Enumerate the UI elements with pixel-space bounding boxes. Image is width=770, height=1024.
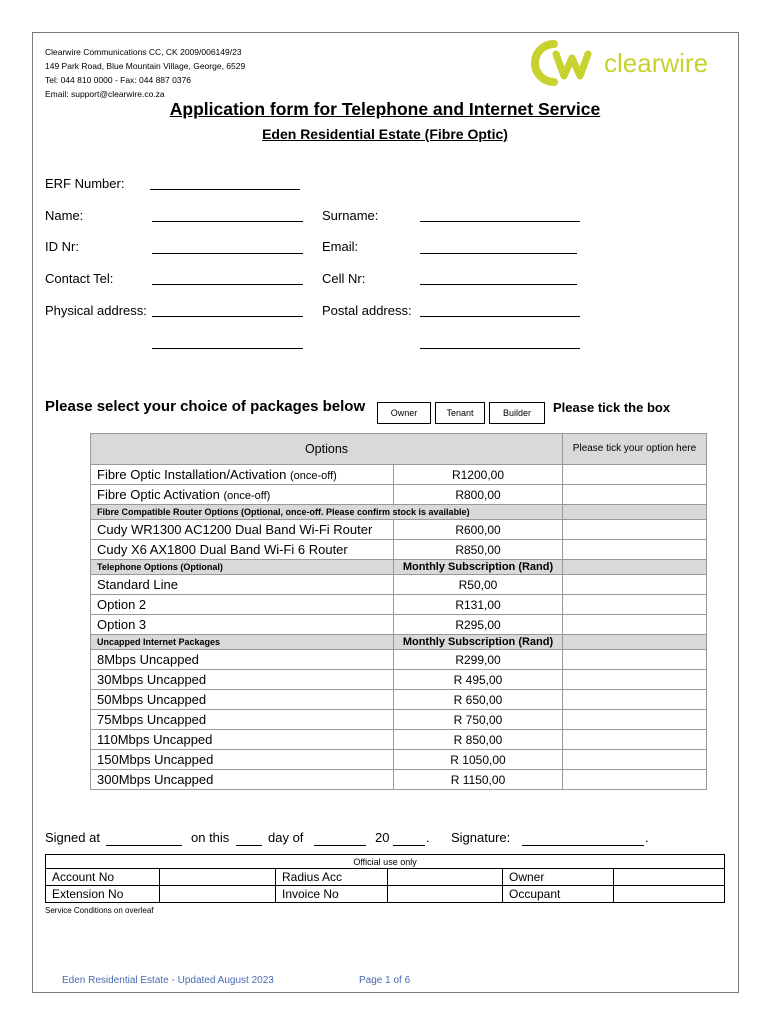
option-price: R295,00 — [394, 615, 563, 635]
option-label: 50Mbps Uncapped — [91, 690, 394, 710]
table-row — [91, 595, 707, 615]
erf-field[interactable] — [150, 189, 300, 190]
owner-label: Owner — [503, 869, 614, 886]
page-number: Page 1 of 6 — [359, 975, 411, 986]
account-no-label: Account No — [46, 869, 160, 886]
option-price: R 1050,00 — [394, 750, 563, 770]
extension-no-label: Extension No — [46, 886, 160, 903]
tick-cell[interactable] — [563, 540, 707, 560]
tick-cell[interactable] — [563, 485, 707, 505]
invoice-no-label: Invoice No — [276, 886, 388, 903]
option-price: R299,00 — [394, 650, 563, 670]
telephone-section-row — [91, 560, 707, 575]
cell-field[interactable] — [420, 284, 577, 285]
table-row — [91, 770, 707, 790]
internet-section-heading: Uncapped Internet Packages — [91, 635, 394, 650]
clearwire-logo — [524, 38, 724, 88]
name-label: Name: — [45, 208, 84, 223]
contact-label: Contact Tel: — [45, 271, 114, 286]
tick-cell[interactable] — [563, 465, 707, 485]
email-field[interactable] — [420, 253, 577, 254]
table-row — [91, 690, 707, 710]
official-use-header: Official use only — [46, 855, 725, 869]
option-label: 110Mbps Uncapped — [91, 730, 394, 750]
table-row — [46, 886, 725, 903]
monthly-subscription-heading: Monthly Subscription (Rand) — [394, 560, 563, 575]
name-field[interactable] — [152, 221, 303, 222]
signature-label: Signature: — [451, 830, 511, 845]
logo-text: clearwire — [604, 48, 709, 78]
surname-field[interactable] — [420, 221, 580, 222]
tick-box-heading: Please tick the box — [553, 400, 671, 415]
tick-cell[interactable] — [563, 730, 707, 750]
option-price: R 750,00 — [394, 710, 563, 730]
owner-box[interactable]: Owner — [377, 402, 431, 424]
table-row — [46, 869, 725, 886]
builder-box[interactable]: Builder — [489, 402, 545, 424]
signed-at-field[interactable] — [106, 845, 182, 846]
telephone-section-heading: Telephone Options (Optional) — [91, 560, 394, 575]
official-use-table — [45, 854, 725, 903]
option-label: Fibre Optic Installation/Activation (once-off) — [91, 465, 394, 485]
option-label: Cudy X6 AX1800 Dual Band Wi-Fi 6 Router — [91, 540, 394, 560]
day-field[interactable] — [236, 845, 262, 846]
company-address: 149 Park Road, Blue Mountain Village, George, 6529 — [45, 61, 246, 71]
month-field[interactable] — [314, 845, 366, 846]
options-header: Options — [91, 434, 563, 465]
tick-cell[interactable] — [563, 670, 707, 690]
year-prefix: 20 — [375, 830, 390, 845]
year-dot: . — [426, 830, 430, 845]
tenant-box[interactable]: Tenant — [435, 402, 485, 424]
company-details — [45, 45, 245, 101]
tick-cell[interactable] — [563, 595, 707, 615]
tick-cell[interactable] — [563, 575, 707, 595]
extension-no-field[interactable] — [160, 886, 276, 903]
postal-address-field-2[interactable] — [420, 348, 580, 349]
table-row — [91, 520, 707, 540]
radius-acc-label: Radius Acc — [276, 869, 388, 886]
day-of-label: day of — [268, 830, 304, 845]
service-conditions-note: Service Conditions on overleaf — [45, 906, 154, 915]
year-field[interactable] — [393, 845, 425, 846]
option-label: Standard Line — [91, 575, 394, 595]
invoice-no-field[interactable] — [388, 886, 503, 903]
options-table — [90, 433, 707, 790]
footer-left: Eden Residential Estate - Updated August 2023 — [62, 975, 274, 986]
postal-address-label: Postal address: — [322, 303, 412, 318]
table-row — [91, 485, 707, 505]
table-row — [91, 730, 707, 750]
physical-address-field-2[interactable] — [152, 348, 303, 349]
erf-label: ERF Number: — [45, 176, 125, 191]
table-row — [91, 575, 707, 595]
option-label: Option 3 — [91, 615, 394, 635]
occupant-field[interactable] — [614, 886, 725, 903]
tick-option-header: Please tick your option here — [563, 434, 707, 465]
tick-cell[interactable] — [563, 770, 707, 790]
signature-field[interactable] — [522, 845, 644, 846]
table-row — [91, 710, 707, 730]
table-row — [91, 615, 707, 635]
option-price: R800,00 — [394, 485, 563, 505]
monthly-subscription-heading: Monthly Subscription (Rand) — [394, 635, 563, 650]
packages-heading: Please select your choice of packages below — [45, 398, 366, 415]
form-subtitle: Eden Residential Estate (Fibre Optic) — [262, 126, 508, 142]
option-label: 75Mbps Uncapped — [91, 710, 394, 730]
tick-cell[interactable] — [563, 520, 707, 540]
option-label: Cudy WR1300 AC1200 Dual Band Wi-Fi Router — [91, 520, 394, 540]
option-price: R 850,00 — [394, 730, 563, 750]
on-this-label: on this — [191, 830, 230, 845]
option-price: R50,00 — [394, 575, 563, 595]
options-header-row — [91, 434, 707, 465]
table-row — [91, 650, 707, 670]
cell-label: Cell Nr: — [322, 271, 366, 286]
tick-cell[interactable] — [563, 650, 707, 670]
physical-address-field[interactable] — [152, 316, 303, 317]
table-row — [91, 540, 707, 560]
option-price: R 650,00 — [394, 690, 563, 710]
option-label: 8Mbps Uncapped — [91, 650, 394, 670]
signature-end-dot: . — [645, 830, 649, 845]
email-label: Email: — [322, 239, 359, 254]
tick-cell[interactable] — [563, 615, 707, 635]
option-label: Option 2 — [91, 595, 394, 615]
occupant-label: Occupant — [503, 886, 614, 903]
contact-field[interactable] — [152, 284, 303, 285]
option-price: R600,00 — [394, 520, 563, 540]
router-section-row — [91, 505, 707, 520]
table-row — [91, 670, 707, 690]
option-price: R131,00 — [394, 595, 563, 615]
id-field[interactable] — [152, 253, 303, 254]
option-label: 150Mbps Uncapped — [91, 750, 394, 770]
company-name: Clearwire Communications CC, CK 2009/006149/23 — [45, 47, 242, 57]
company-tel: Tel: 044 810 0000 - Fax: 044 887 0376 — [45, 75, 192, 85]
physical-address-label: Physical address: — [45, 303, 147, 318]
tick-cell[interactable] — [563, 750, 707, 770]
owner-field[interactable] — [614, 869, 725, 886]
tick-cell[interactable] — [563, 690, 707, 710]
radius-acc-field[interactable] — [388, 869, 503, 886]
clearwire-logo-mark — [524, 38, 724, 88]
option-price: R1200,00 — [394, 465, 563, 485]
option-price: R850,00 — [394, 540, 563, 560]
tick-cell[interactable] — [563, 710, 707, 730]
signed-at-label: Signed at — [45, 830, 100, 845]
internet-section-row — [91, 635, 707, 650]
account-no-field[interactable] — [160, 869, 276, 886]
form-title: Application form for Telephone and Internet Service — [169, 99, 601, 119]
company-email: Email: support@clearwire.co.za — [45, 89, 165, 99]
table-row — [91, 465, 707, 485]
surname-label: Surname: — [322, 208, 379, 223]
table-row — [91, 750, 707, 770]
option-label: 300Mbps Uncapped — [91, 770, 394, 790]
option-label: 30Mbps Uncapped — [91, 670, 394, 690]
option-price: R 495,00 — [394, 670, 563, 690]
id-label: ID Nr: — [45, 239, 79, 254]
option-label: Fibre Optic Activation (once-off) — [91, 485, 394, 505]
official-header-row — [46, 855, 725, 869]
router-section-heading: Fibre Compatible Router Options (Optional, once-off. Please confirm stock is available) — [91, 505, 563, 520]
postal-address-field[interactable] — [420, 316, 580, 317]
option-price: R 1150,00 — [394, 770, 563, 790]
